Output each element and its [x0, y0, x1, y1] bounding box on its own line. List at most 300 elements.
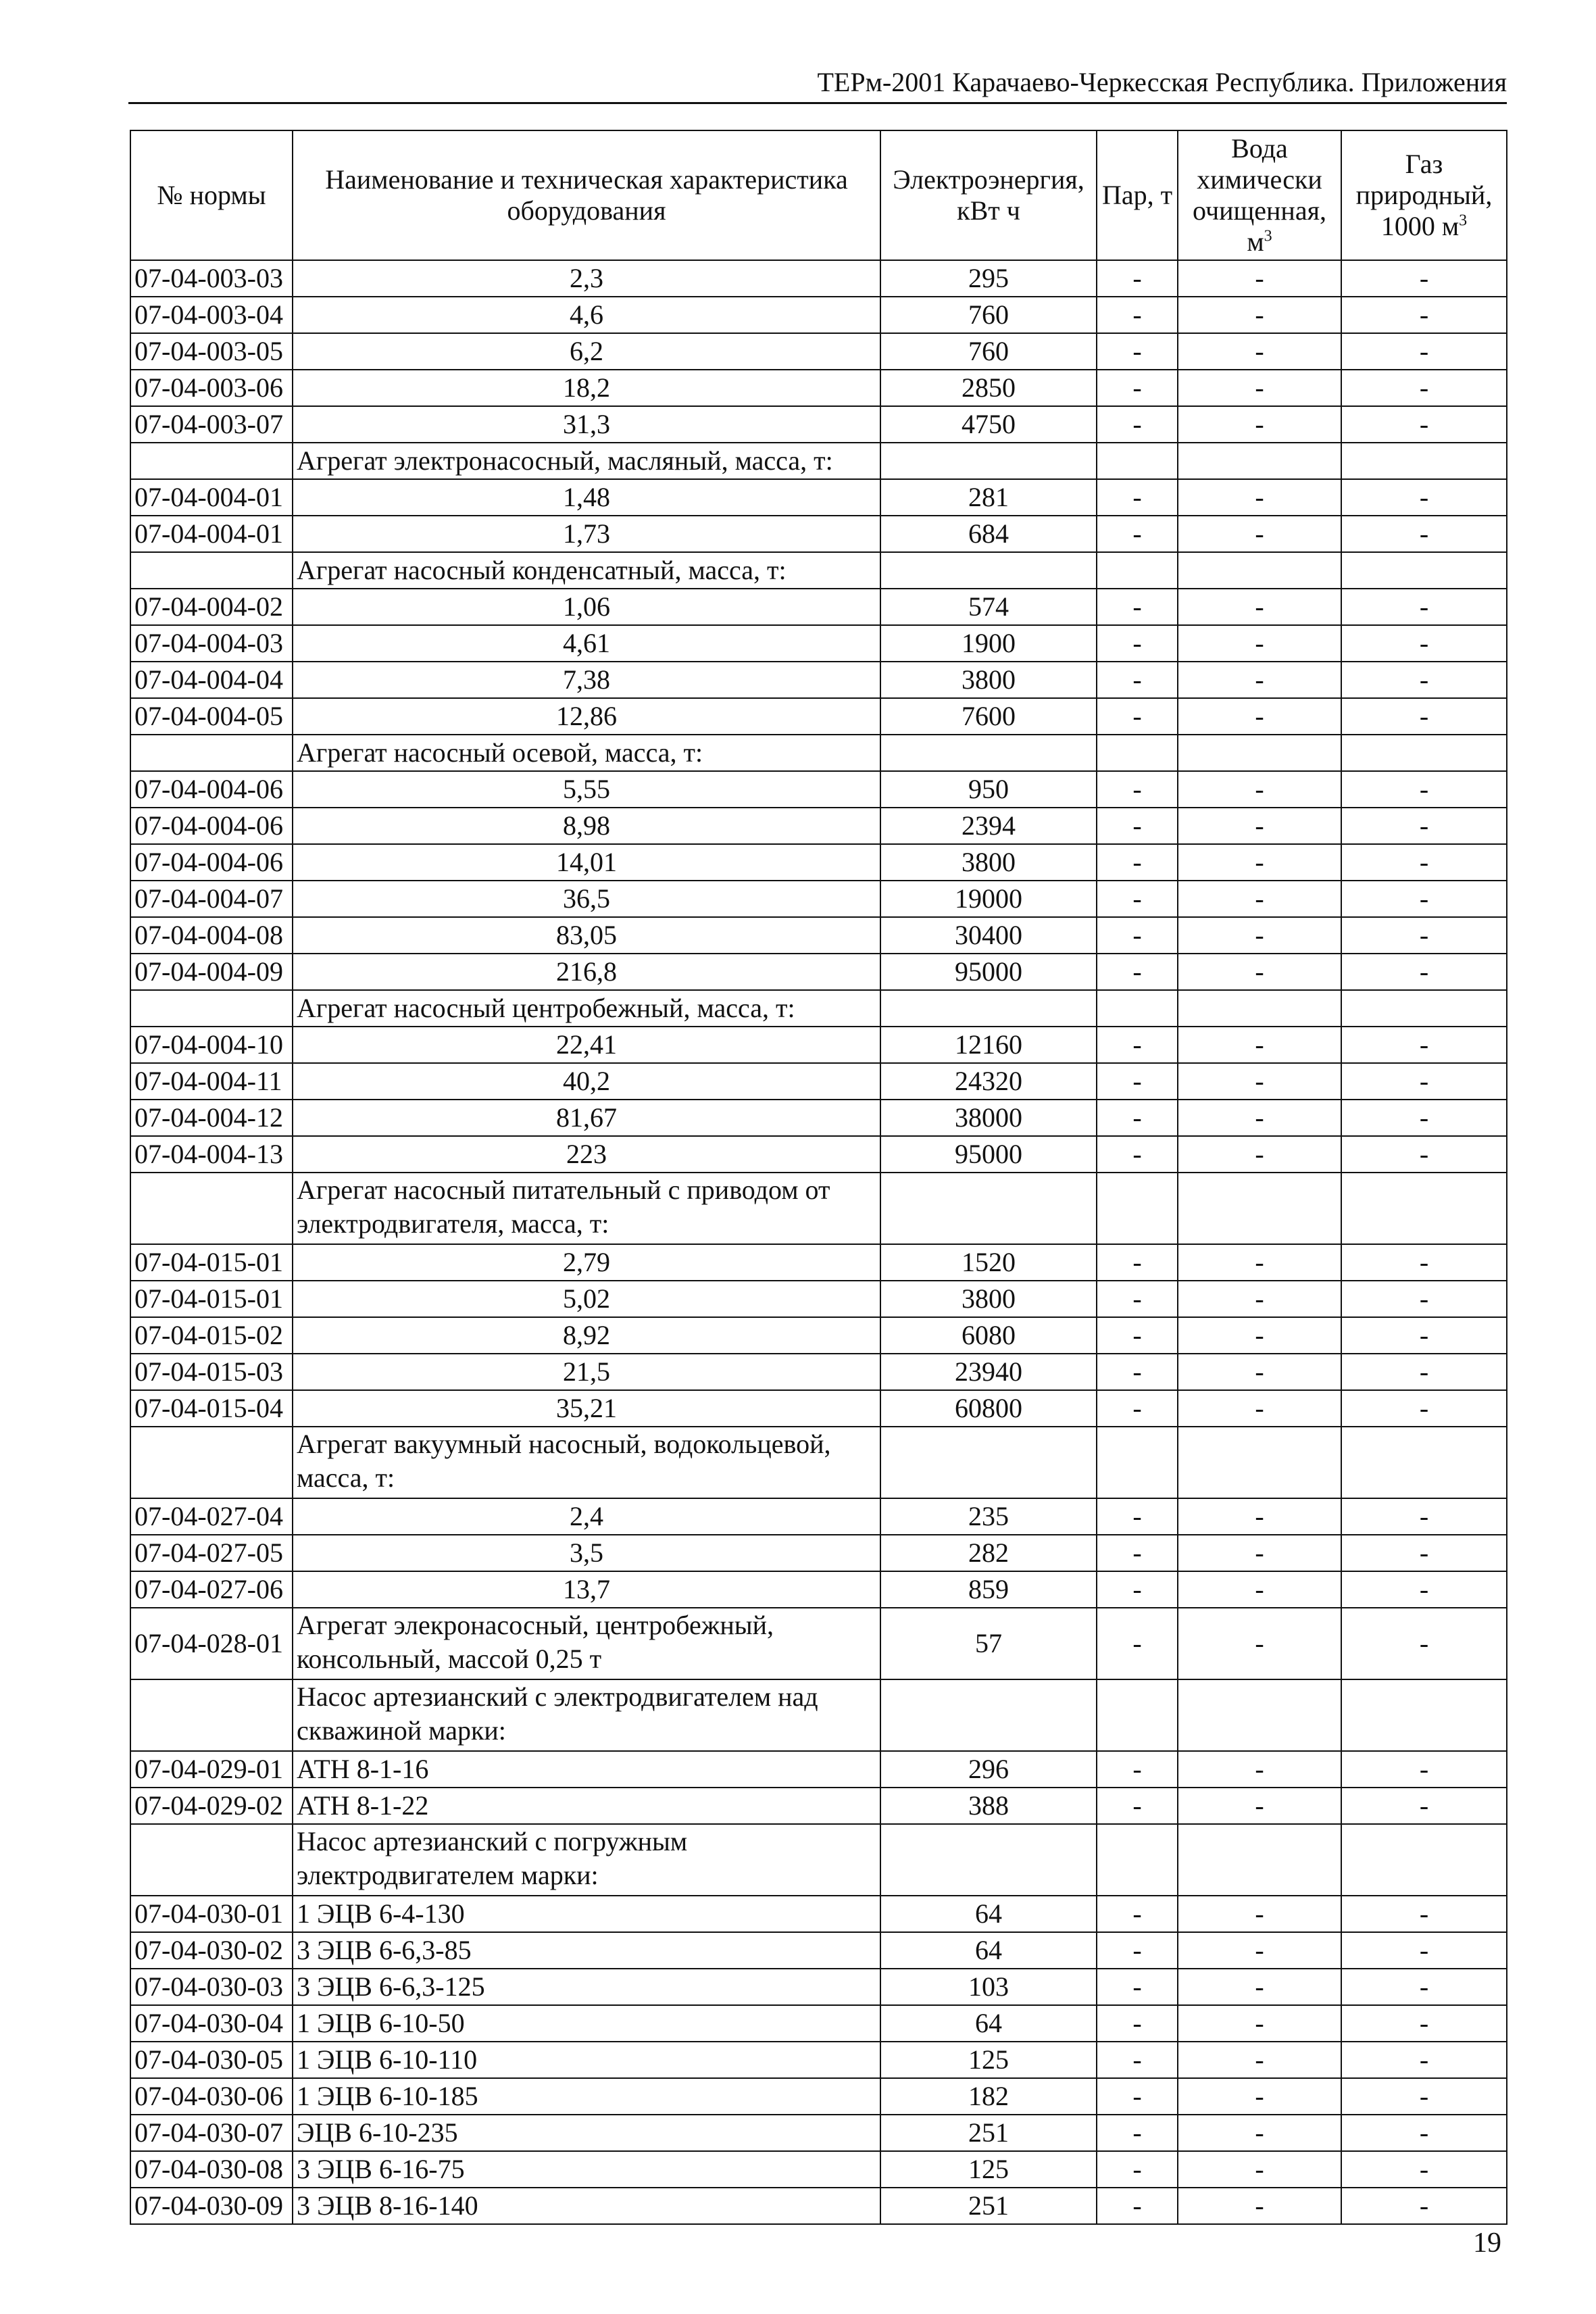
water-cell: - — [1178, 2042, 1341, 2078]
steam-cell: - — [1097, 2042, 1178, 2078]
equipment-name-cell: АТН 8-1-22 — [293, 1788, 880, 1824]
electricity-cell: 4750 — [880, 406, 1097, 443]
steam-cell: - — [1097, 370, 1178, 406]
gas-cell: - — [1341, 1063, 1507, 1100]
gas-cell: - — [1341, 1751, 1507, 1788]
norm-number-cell: 07-04-004-12 — [130, 1100, 293, 1136]
electricity-cell: 859 — [880, 1571, 1097, 1608]
water-cell: - — [1178, 2151, 1341, 2188]
water-cell: - — [1178, 1571, 1341, 1608]
table-section-heading-row — [130, 443, 1507, 479]
norm-number-cell: 07-04-029-01 — [130, 1751, 293, 1788]
equipment-name-cell: 1 ЭЦВ 6-10-110 — [293, 2042, 880, 2078]
steam-cell — [1097, 1679, 1178, 1751]
electricity-cell — [880, 990, 1097, 1027]
water-cell: - — [1178, 1281, 1341, 1317]
water-cell: - — [1178, 333, 1341, 370]
electricity-cell: 2850 — [880, 370, 1097, 406]
gas-cell: - — [1341, 370, 1507, 406]
electricity-cell: 103 — [880, 1969, 1097, 2005]
electricity-cell: 6080 — [880, 1317, 1097, 1354]
norm-number-cell: 07-04-004-03 — [130, 625, 293, 662]
steam-cell — [1097, 1427, 1178, 1498]
norm-number-cell — [130, 1427, 293, 1498]
gas-cell: - — [1341, 881, 1507, 917]
norm-number-cell: 07-04-004-09 — [130, 954, 293, 990]
gas-cell: - — [1341, 479, 1507, 516]
gas-cell: - — [1341, 954, 1507, 990]
equipment-name-cell: 22,41 — [293, 1027, 880, 1063]
equipment-name-cell: 31,3 — [293, 406, 880, 443]
electricity-cell: 182 — [880, 2078, 1097, 2115]
steam-cell: - — [1097, 1390, 1178, 1427]
gas-cell: - — [1341, 1100, 1507, 1136]
steam-cell: - — [1097, 698, 1178, 735]
gas-cell — [1341, 443, 1507, 479]
norm-number-cell: 07-04-015-03 — [130, 1354, 293, 1390]
gas-cell: - — [1341, 1244, 1507, 1281]
norm-number-cell: 07-04-004-06 — [130, 771, 293, 808]
section-heading: Агрегат вакуумный насосный, водокольцевой, масса, т: — [293, 1427, 880, 1498]
equipment-name-cell: 1 ЭЦВ 6-10-185 — [293, 2078, 880, 2115]
equipment-name-cell: 21,5 — [293, 1354, 880, 1390]
table-body — [130, 260, 1507, 2224]
table-row — [130, 1535, 1507, 1571]
equipment-name-cell: 35,21 — [293, 1390, 880, 1427]
equipment-name-cell: Агрегат элекронасосный, центробежный, консольный, массой 0,25 т — [293, 1608, 880, 1679]
equipment-name-cell: 36,5 — [293, 881, 880, 917]
water-cell: - — [1178, 954, 1341, 990]
equipment-name-cell: 3 ЭЦВ 6-6,3-85 — [293, 1932, 880, 1969]
water-cell: - — [1178, 1354, 1341, 1390]
norm-number-cell: 07-04-030-02 — [130, 1932, 293, 1969]
gas-cell: - — [1341, 333, 1507, 370]
electricity-cell: 95000 — [880, 1136, 1097, 1173]
norm-number-cell — [130, 990, 293, 1027]
gas-cell: - — [1341, 917, 1507, 954]
norm-number-cell: 07-04-003-05 — [130, 333, 293, 370]
norm-number-cell: 07-04-030-09 — [130, 2188, 293, 2224]
gas-cell: - — [1341, 1317, 1507, 1354]
electricity-cell: 1520 — [880, 1244, 1097, 1281]
steam-cell — [1097, 443, 1178, 479]
gas-cell: - — [1341, 1281, 1507, 1317]
norm-number-cell: 07-04-003-03 — [130, 260, 293, 297]
steam-cell: - — [1097, 1027, 1178, 1063]
water-cell: - — [1178, 260, 1341, 297]
water-cell: - — [1178, 625, 1341, 662]
table-section-heading-row — [130, 1427, 1507, 1498]
equipment-name-cell: 4,6 — [293, 297, 880, 333]
steam-cell: - — [1097, 1932, 1178, 1969]
steam-cell: - — [1097, 333, 1178, 370]
table-row — [130, 1751, 1507, 1788]
norm-number-cell — [130, 1173, 293, 1244]
electricity-cell: 296 — [880, 1751, 1097, 1788]
norm-number-cell: 07-04-004-07 — [130, 881, 293, 917]
table-row — [130, 333, 1507, 370]
norm-number-cell: 07-04-030-06 — [130, 2078, 293, 2115]
gas-cell: - — [1341, 1932, 1507, 1969]
electricity-cell: 19000 — [880, 881, 1097, 917]
electricity-cell: 950 — [880, 771, 1097, 808]
water-cell: - — [1178, 1244, 1341, 1281]
water-cell: - — [1178, 1608, 1341, 1679]
electricity-cell: 3800 — [880, 662, 1097, 698]
gas-cell: - — [1341, 1136, 1507, 1173]
norm-number-cell: 07-04-004-01 — [130, 516, 293, 552]
electricity-cell: 282 — [880, 1535, 1097, 1571]
steam-cell: - — [1097, 2115, 1178, 2151]
equipment-name-cell: 2,3 — [293, 260, 880, 297]
water-cell: - — [1178, 1932, 1341, 1969]
steam-cell — [1097, 1824, 1178, 1896]
table-row — [130, 954, 1507, 990]
table-row — [130, 2188, 1507, 2224]
water-cell: - — [1178, 1969, 1341, 2005]
equipment-name-cell: 7,38 — [293, 662, 880, 698]
steam-cell: - — [1097, 844, 1178, 881]
norm-number-cell: 07-04-004-02 — [130, 589, 293, 625]
water-cell: - — [1178, 808, 1341, 844]
gas-cell: - — [1341, 1608, 1507, 1679]
gas-cell: - — [1341, 1969, 1507, 2005]
section-heading: Агрегат насосный осевой, масса, т: — [293, 735, 880, 771]
equipment-name-cell: 1,73 — [293, 516, 880, 552]
norm-number-cell: 07-04-004-06 — [130, 808, 293, 844]
equipment-name-cell: 3 ЭЦВ 8-16-140 — [293, 2188, 880, 2224]
electricity-cell: 24320 — [880, 1063, 1097, 1100]
norm-number-cell: 07-04-004-01 — [130, 479, 293, 516]
table-row — [130, 2151, 1507, 2188]
water-cell: - — [1178, 1063, 1341, 1100]
equipment-name-cell: 8,98 — [293, 808, 880, 844]
electricity-cell: 295 — [880, 260, 1097, 297]
gas-cell: - — [1341, 2005, 1507, 2042]
norm-number-cell: 07-04-004-04 — [130, 662, 293, 698]
equipment-name-cell: 14,01 — [293, 844, 880, 881]
table-row — [130, 1100, 1507, 1136]
gas-cell: - — [1341, 1354, 1507, 1390]
equipment-name-cell: 223 — [293, 1136, 880, 1173]
table-row — [130, 771, 1507, 808]
steam-cell: - — [1097, 1969, 1178, 2005]
equipment-name-cell: 5,55 — [293, 771, 880, 808]
table-section-heading-row — [130, 552, 1507, 589]
electricity-cell — [880, 1427, 1097, 1498]
gas-cell: - — [1341, 1498, 1507, 1535]
equipment-name-cell: 3,5 — [293, 1535, 880, 1571]
electricity-cell: 38000 — [880, 1100, 1097, 1136]
electricity-cell: 64 — [880, 1932, 1097, 1969]
table-row — [130, 1608, 1507, 1679]
table-row — [130, 1969, 1507, 2005]
electricity-cell: 125 — [880, 2042, 1097, 2078]
table-row — [130, 1896, 1507, 1932]
table-row — [130, 1932, 1507, 1969]
electricity-cell: 3800 — [880, 1281, 1097, 1317]
table-section-heading-row — [130, 735, 1507, 771]
table-row — [130, 881, 1507, 917]
water-cell: - — [1178, 2188, 1341, 2224]
table-row — [130, 260, 1507, 297]
gas-cell: - — [1341, 589, 1507, 625]
gas-cell — [1341, 1679, 1507, 1751]
gas-cell: - — [1341, 2188, 1507, 2224]
water-cell: - — [1178, 1751, 1341, 1788]
norm-number-cell: 07-04-030-05 — [130, 2042, 293, 2078]
norm-number-cell — [130, 1824, 293, 1896]
water-cell: - — [1178, 844, 1341, 881]
steam-cell: - — [1097, 260, 1178, 297]
equipment-name-cell: 12,86 — [293, 698, 880, 735]
table-section-heading-row — [130, 1173, 1507, 1244]
table-row — [130, 2078, 1507, 2115]
norm-number-cell — [130, 552, 293, 589]
steam-cell: - — [1097, 1136, 1178, 1173]
water-cell: - — [1178, 881, 1341, 917]
electricity-cell: 251 — [880, 2188, 1097, 2224]
norm-number-cell: 07-04-004-06 — [130, 844, 293, 881]
table-row — [130, 917, 1507, 954]
norm-number-cell: 07-04-004-13 — [130, 1136, 293, 1173]
table-row — [130, 2005, 1507, 2042]
electricity-cell — [880, 1173, 1097, 1244]
electricity-cell — [880, 443, 1097, 479]
electricity-cell: 7600 — [880, 698, 1097, 735]
gas-cell — [1341, 990, 1507, 1027]
gas-cell: - — [1341, 662, 1507, 698]
table-section-heading-row — [130, 1824, 1507, 1896]
equipment-name-cell: 4,61 — [293, 625, 880, 662]
section-heading: Насос артезианский с электродвигателем над скважиной марки: — [293, 1679, 880, 1751]
table-row — [130, 698, 1507, 735]
gas-cell: - — [1341, 844, 1507, 881]
gas-cell: - — [1341, 625, 1507, 662]
column-header-water: Вода химически очищенная, $м^3$ — [1178, 130, 1341, 260]
norm-number-cell: 07-04-003-04 — [130, 297, 293, 333]
steam-cell: - — [1097, 625, 1178, 662]
steam-cell: - — [1097, 1535, 1178, 1571]
page-header: ТЕРм-2001 Карачаево-Черкесская Республика. Приложения — [817, 67, 1507, 97]
gas-cell: - — [1341, 1535, 1507, 1571]
gas-cell: - — [1341, 1390, 1507, 1427]
steam-cell: - — [1097, 662, 1178, 698]
section-heading: Агрегат насосный питательный с приводом от электродвигателя, масса, т: — [293, 1173, 880, 1244]
table-row — [130, 1244, 1507, 1281]
page-number: 19 — [1473, 2227, 1501, 2259]
table-row — [130, 1354, 1507, 1390]
gas-cell: - — [1341, 1896, 1507, 1932]
norm-number-cell: 07-04-029-02 — [130, 1788, 293, 1824]
water-cell: - — [1178, 589, 1341, 625]
norm-number-cell: 07-04-027-04 — [130, 1498, 293, 1535]
norm-number-cell: 07-04-003-07 — [130, 406, 293, 443]
table-row — [130, 1281, 1507, 1317]
steam-cell: - — [1097, 1317, 1178, 1354]
gas-cell: - — [1341, 2042, 1507, 2078]
water-cell: - — [1178, 2078, 1341, 2115]
water-cell: - — [1178, 1390, 1341, 1427]
gas-cell — [1341, 735, 1507, 771]
norm-number-cell: 07-04-015-01 — [130, 1244, 293, 1281]
table-row — [130, 1027, 1507, 1063]
gas-cell: - — [1341, 516, 1507, 552]
table-row — [130, 844, 1507, 881]
steam-cell: - — [1097, 1788, 1178, 1824]
gas-cell: - — [1341, 260, 1507, 297]
gas-cell: - — [1341, 808, 1507, 844]
steam-cell: - — [1097, 589, 1178, 625]
electricity-cell: 57 — [880, 1608, 1097, 1679]
section-heading: Насос артезианский с погружным электродвигателем марки: — [293, 1824, 880, 1896]
table-row — [130, 2042, 1507, 2078]
norm-number-cell — [130, 735, 293, 771]
table-row — [130, 479, 1507, 516]
equipment-name-cell: 2,79 — [293, 1244, 880, 1281]
equipment-name-cell: 81,67 — [293, 1100, 880, 1136]
electricity-cell — [880, 1679, 1097, 1751]
steam-cell — [1097, 735, 1178, 771]
water-cell: - — [1178, 2005, 1341, 2042]
norm-number-cell: 07-04-030-03 — [130, 1969, 293, 2005]
water-cell: - — [1178, 2115, 1341, 2151]
gas-cell — [1341, 1427, 1507, 1498]
table-row — [130, 1571, 1507, 1608]
gas-cell: - — [1341, 1571, 1507, 1608]
equipment-name-cell: 83,05 — [293, 917, 880, 954]
steam-cell: - — [1097, 2151, 1178, 2188]
gas-cell: - — [1341, 2115, 1507, 2151]
steam-cell: - — [1097, 2078, 1178, 2115]
water-cell — [1178, 443, 1341, 479]
steam-cell — [1097, 1173, 1178, 1244]
equipment-name-cell: 6,2 — [293, 333, 880, 370]
electricity-cell: 125 — [880, 2151, 1097, 2188]
gas-cell: - — [1341, 1788, 1507, 1824]
electricity-cell: 251 — [880, 2115, 1097, 2151]
table-row — [130, 1063, 1507, 1100]
steam-cell: - — [1097, 516, 1178, 552]
gas-cell: - — [1341, 406, 1507, 443]
electricity-cell — [880, 552, 1097, 589]
water-cell: - — [1178, 516, 1341, 552]
table-row — [130, 406, 1507, 443]
electricity-cell: 760 — [880, 297, 1097, 333]
equipment-name-cell: ЭЦВ 6-10-235 — [293, 2115, 880, 2151]
norm-number-cell: 07-04-030-08 — [130, 2151, 293, 2188]
norm-number-cell: 07-04-015-01 — [130, 1281, 293, 1317]
water-cell — [1178, 1173, 1341, 1244]
norm-number-cell — [130, 1679, 293, 1751]
norm-number-cell: 07-04-030-04 — [130, 2005, 293, 2042]
electricity-cell: 388 — [880, 1788, 1097, 1824]
steam-cell: - — [1097, 297, 1178, 333]
electricity-cell: 64 — [880, 2005, 1097, 2042]
steam-cell: - — [1097, 771, 1178, 808]
steam-cell: - — [1097, 479, 1178, 516]
steam-cell: - — [1097, 2005, 1178, 2042]
electricity-cell: 30400 — [880, 917, 1097, 954]
steam-cell: - — [1097, 881, 1178, 917]
table-row — [130, 589, 1507, 625]
norm-number-cell: 07-04-027-06 — [130, 1571, 293, 1608]
electricity-cell: 574 — [880, 589, 1097, 625]
column-header-norm-number: № нормы — [130, 130, 293, 260]
column-header-equipment-name: Наименование и техническая характеристика оборудования — [293, 130, 880, 260]
header-rule — [128, 102, 1507, 104]
steam-cell: - — [1097, 1571, 1178, 1608]
table-row — [130, 662, 1507, 698]
water-cell — [1178, 1824, 1341, 1896]
table-row — [130, 808, 1507, 844]
electricity-cell: 23940 — [880, 1354, 1097, 1390]
gas-cell: - — [1341, 297, 1507, 333]
steam-cell: - — [1097, 808, 1178, 844]
equipment-name-cell: 8,92 — [293, 1317, 880, 1354]
water-cell: - — [1178, 370, 1341, 406]
steam-cell: - — [1097, 1281, 1178, 1317]
steam-cell — [1097, 990, 1178, 1027]
water-cell: - — [1178, 1027, 1341, 1063]
electricity-cell: 3800 — [880, 844, 1097, 881]
table-header-row — [130, 130, 1507, 260]
norm-number-cell: 07-04-004-10 — [130, 1027, 293, 1063]
electricity-cell: 12160 — [880, 1027, 1097, 1063]
water-cell: - — [1178, 662, 1341, 698]
equipment-name-cell: 3 ЭЦВ 6-6,3-125 — [293, 1969, 880, 2005]
steam-cell: - — [1097, 1354, 1178, 1390]
electricity-cell: 60800 — [880, 1390, 1097, 1427]
equipment-name-cell: 2,4 — [293, 1498, 880, 1535]
equipment-name-cell: 1 ЭЦВ 6-10-50 — [293, 2005, 880, 2042]
water-cell — [1178, 552, 1341, 589]
norm-number-cell: 07-04-030-07 — [130, 2115, 293, 2151]
table-row — [130, 370, 1507, 406]
norm-number-cell: 07-04-004-05 — [130, 698, 293, 735]
water-cell: - — [1178, 406, 1341, 443]
table-row — [130, 1317, 1507, 1354]
table-section-heading-row — [130, 990, 1507, 1027]
table-row — [130, 625, 1507, 662]
gas-cell: - — [1341, 1027, 1507, 1063]
water-cell: - — [1178, 297, 1341, 333]
table-row — [130, 2115, 1507, 2151]
steam-cell: - — [1097, 1751, 1178, 1788]
column-header-gas: Газ природный, 1000 $м^3$ — [1341, 130, 1507, 260]
water-cell: - — [1178, 1100, 1341, 1136]
table-row — [130, 1498, 1507, 1535]
water-cell: - — [1178, 1317, 1341, 1354]
equipment-name-cell: 3 ЭЦВ 6-16-75 — [293, 2151, 880, 2188]
water-cell: - — [1178, 1896, 1341, 1932]
gas-cell: - — [1341, 698, 1507, 735]
table-section-heading-row — [130, 1679, 1507, 1751]
section-heading: Агрегат насосный центробежный, масса, т: — [293, 990, 880, 1027]
norm-number-cell: 07-04-028-01 — [130, 1608, 293, 1679]
water-cell: - — [1178, 771, 1341, 808]
water-cell: - — [1178, 917, 1341, 954]
column-header-steam: Пар, т — [1097, 130, 1178, 260]
water-cell: - — [1178, 1498, 1341, 1535]
water-cell — [1178, 1679, 1341, 1751]
electricity-cell: 684 — [880, 516, 1097, 552]
water-cell: - — [1178, 1136, 1341, 1173]
steam-cell: - — [1097, 1498, 1178, 1535]
table-row — [130, 297, 1507, 333]
gas-cell — [1341, 1173, 1507, 1244]
norm-number-cell: 07-04-015-02 — [130, 1317, 293, 1354]
